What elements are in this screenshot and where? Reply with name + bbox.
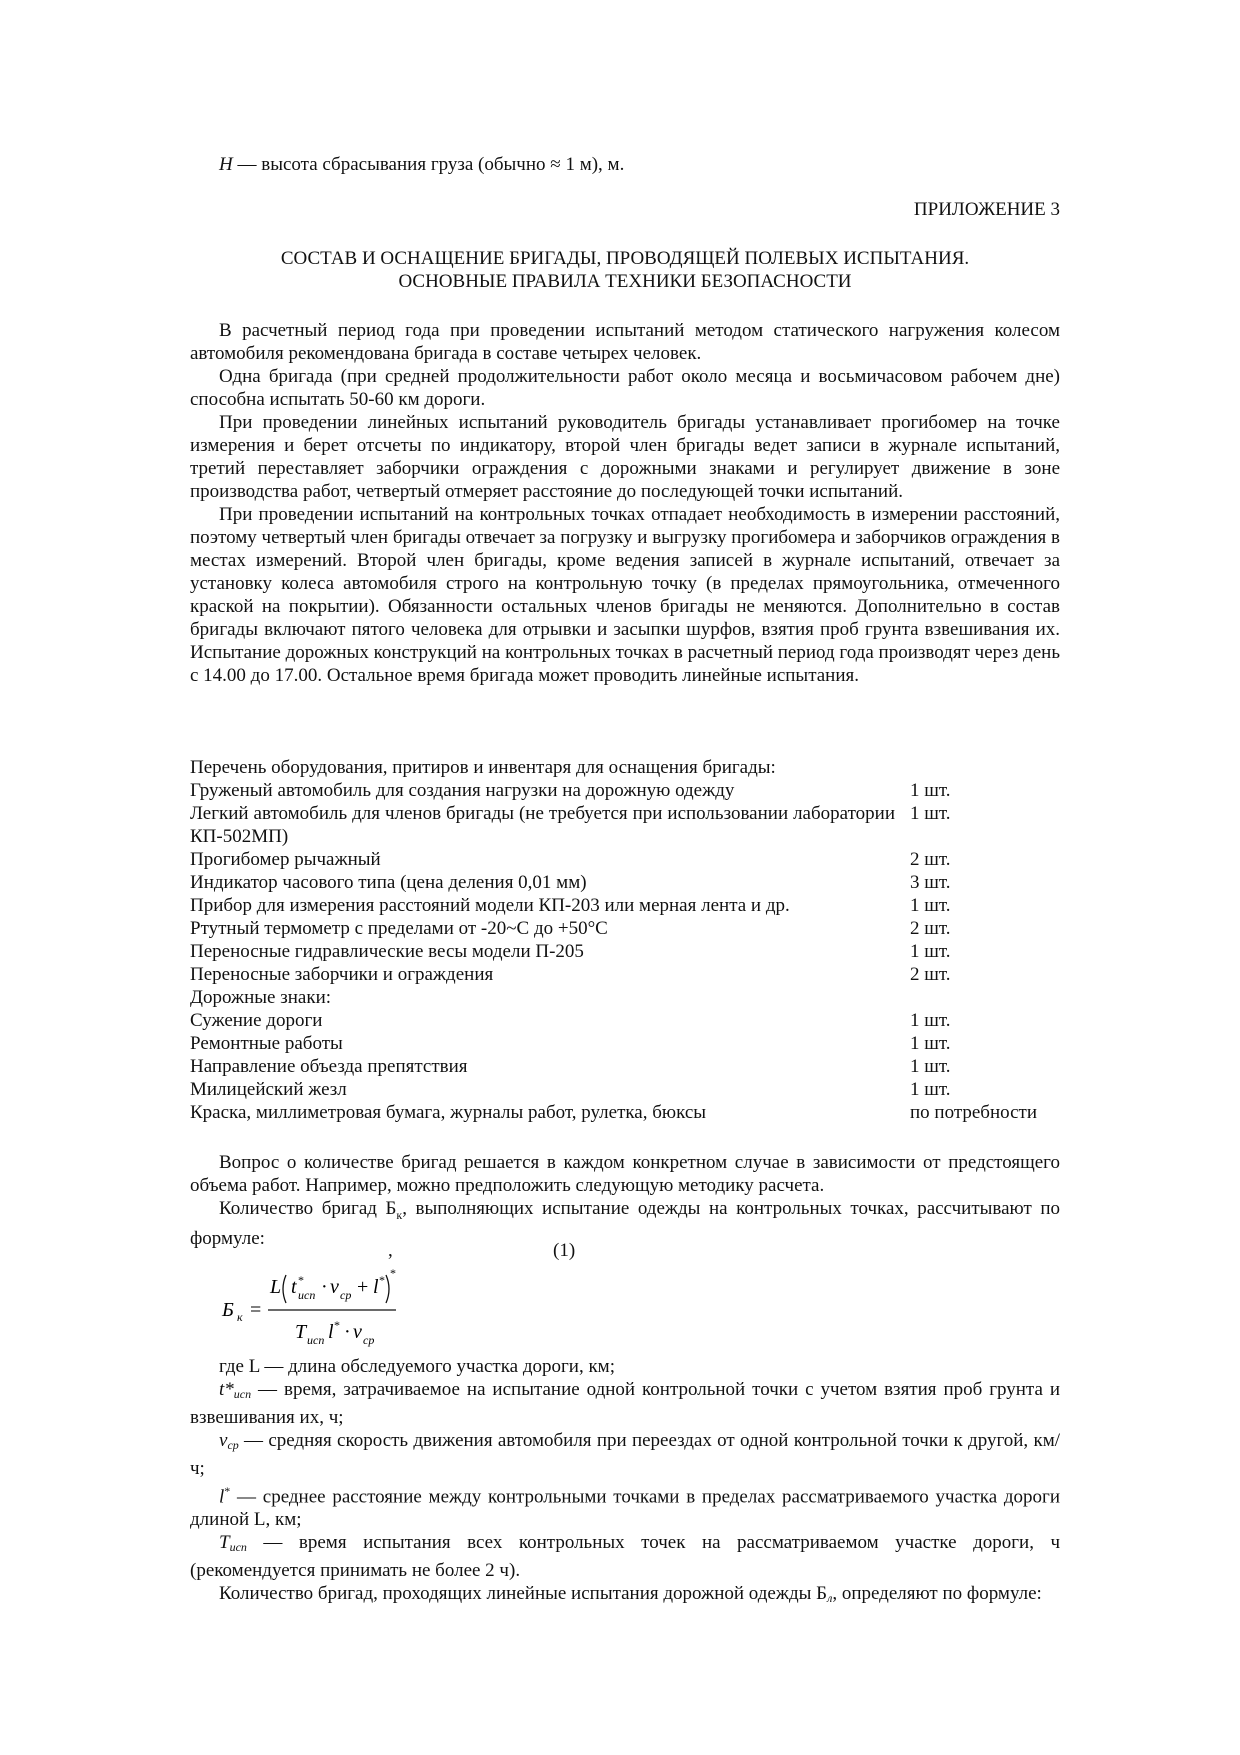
equipment-item-name: Легкий автомобиль для членов бригады (не требуется при использовании лаборатории КП-502МП) [190,803,895,847]
equipment-item-qty: 2 шт. [910,964,951,985]
definition-item [190,1355,1060,1378]
definition-symbol: l [219,1486,225,1508]
method-paragraph-2-text-a: Количество бригад Б [219,1198,397,1219]
formula-bk [220,1263,420,1353]
definition-symbol: t* [219,1379,234,1400]
section-title [190,247,1060,293]
definition-item [190,1378,1060,1429]
formula-den-dot: · [344,1321,351,1343]
equipment-item-qty: 3 шт. [910,872,951,893]
formula-comma: , [388,1240,393,1261]
equipment-item-qty: 1 шт. [910,1056,951,1077]
bl-subscript: л [827,1591,833,1606]
definition-subscript: ср [227,1438,239,1452]
definition-text: — средняя скорость движения автомобиля при переездах от одной контрольной точки к другой, км/ч; [190,1430,1060,1479]
last-paragraph [190,1582,1060,1610]
definition-superscript: * [224,1484,231,1498]
equipment-item-qty: 1 шт. [910,1010,951,1031]
equipment-item-name: Дорожные знаки: [190,987,332,1008]
equipment-row [190,1078,1070,1101]
method-paragraph-1: Вопрос о количестве бригад решается в каждом конкретном случае в зависимости от предстоящего объема работ. Например, можно предположить следующую методику расчета. [190,1152,1060,1196]
formula-lhs: Б [222,1299,234,1321]
equipment-item-name: Краска, миллиметровая бумага, журналы работ, рулетка, бюксы [190,1102,707,1123]
last-paragraph-text-a: Количество бригад, проходящих линейные испытания дорожной одежды Б [219,1583,828,1605]
equipment-item-qty: 1 шт. [910,780,951,801]
paragraph-3: При проведении линейных испытаний руководитель бригады устанавливает прогибомер на точке измерения и берет отсчеты по индикатору, второй член бригады ведет записи в журнале испытаний, третий переставляет заборчики ограждения с дорожными знаками и регулирует движение в зоне производства работ, четвертый отмеряет расстояние до последующей точки испытаний. [190,412,1060,502]
appendix-label: ПРИЛОЖЕНИЕ 3 [913,199,1060,220]
method-paragraph-2-text-b: , выполняющих испытание одежды на контрольных точках, рассчитывают по формуле: [190,1198,1060,1249]
intro-paragraphs [190,319,1060,687]
last-paragraph-text-b: , определяют по формуле: [832,1583,1042,1605]
formula-num-t: t [291,1276,297,1298]
paragraph-4: При проведении испытаний на контрольных точках отпадает необходимость в измерении расстояний, поэтому четвертый член бригады отвечает за погрузку и выгрузку прогибомера и заборчиков ограждения в местах измерений. Второй член бригады, кроме ведения записей в журнале испытаний, отвечает за установку колеса автомобиля строго на контрольную точку (в пределах прямоугольника, отмеченного краской на покрытии). Обязанности остальных членов бригады не меняются. Дополнительно в состав бригады включают пятого человека для отрывки и засыпки шурфов, взятия проб грунта взвешивания их. Испытание дорожных конструкций на контрольных точках в расчетный период года производят через день с 14.00 до 17.00. Остальное время бригада может проводить линейные испытания. [190,504,1060,686]
definition-item [190,1531,1060,1582]
equipment-item-qty [895,986,910,1009]
equipment-row [190,1009,1070,1032]
definitions [190,1355,1060,1610]
equipment-item-qty: по потребности [910,1102,1038,1123]
definition-text: где L — длина обследуемого участка дороги, км; [219,1356,615,1377]
definition-item [190,1429,1060,1480]
title-line-2: ОСНОВНЫЕ ПРАВИЛА ТЕХНИКИ БЕЗОПАСНОСТИ [398,271,852,292]
equipment-row [190,917,1070,940]
bk-subscript: к [396,1207,403,1222]
definition-item [190,1480,1060,1531]
equipment-item-qty: 1 шт. [910,895,951,916]
definition-subscript: исп [229,1540,247,1555]
method-paragraph-2 [190,1197,1060,1250]
equipment-list [190,756,1070,1124]
equipment-row [190,1032,1070,1055]
definition-symbol: v [219,1430,228,1451]
equipment-row [190,894,1070,917]
equipment-item-qty: 1 шт. [910,1079,951,1100]
formula-close-paren [386,1275,389,1303]
equipment-row [190,848,1070,871]
paragraph-2: Одна бригада (при средней продолжительности работ около месяца и восьмичасовом рабочем дне) способна испытать 50-60 км дороги. [190,366,1060,410]
equipment-rows [190,779,1070,1124]
formula-num-l-star: * [379,1273,385,1287]
formula-num-L: L [270,1276,282,1298]
equipment-item-name: Прибор для измерения расстояний модели КП-203 или мерная лента и др. [190,895,790,916]
equipment-item-qty: 1 шт. [910,941,951,962]
definition-text: — время испытания всех контрольных точек на рассматриваемом участке дороги, ч (рекомендуется принимать не более 2 ч). [190,1532,1060,1582]
formula-den-v: v [353,1321,362,1343]
equipment-row [190,986,1070,1009]
formula-den-l-star: * [334,1318,340,1332]
title-line-1: СОСТАВ И ОСНАЩЕНИЕ БРИГАДЫ, ПРОВОДЯЩЕЙ ПОЛЕВЫХ ИСПЫТАНИЯ. [280,248,970,269]
definition-text: — время, затрачиваемое на испытание одной контрольной точки с учетом взятия проб грунта и взвешивания их, ч; [190,1379,1060,1428]
equipment-item-qty: 1 шт. [910,1033,951,1054]
definition-text: — среднее расстояние между контрольными точками в пределах рассматриваемого участка дороги длиной L, км; [190,1486,1060,1531]
equipment-row [190,802,1070,848]
equipment-item-qty: 2 шт. [910,918,951,939]
h-definition-text: — высота сбрасывания груза (обычно ≈ 1 м), м. [232,154,625,175]
formula-num-v: v [330,1276,339,1298]
formula-den-v-sub: ср [363,1333,375,1347]
formula-num-dot: · [321,1276,328,1298]
equipment-item-qty: 2 шт. [910,849,951,870]
equipment-item-name: Милицейский жезл [190,1079,347,1100]
formula-number: (1) [553,1240,576,1261]
equipment-item-name: Переносные заборчики и ограждения [190,964,494,985]
equipment-row [190,963,1070,986]
equipment-item-name: Сужение дороги [190,1010,323,1031]
equipment-item-name: Ремонтные работы [190,1033,343,1054]
formula-num-t-sub: исп [298,1288,316,1302]
formula-num-outer-star: * [390,1266,396,1280]
equipment-row [190,940,1070,963]
formula-equals: = [250,1299,262,1321]
equipment-row [190,1101,1070,1124]
definition-subscript: исп [233,1387,252,1401]
h-symbol: H [219,154,233,175]
definitions-list [190,1355,1060,1582]
formula-den-T-sub: исп [307,1333,325,1347]
equipment-row [190,871,1070,894]
definition-symbol: T [219,1532,230,1554]
paragraph-1: В расчетный период года при проведении испытаний методом статического нагружения колесом автомобиля рекомендована бригада в составе четырех человек. [190,320,1060,364]
formula-den-l: l [328,1321,334,1343]
equipment-item-qty: 1 шт. [910,803,951,824]
equipment-row [190,779,1070,802]
equipment-item-name: Груженый автомобиль для создания нагрузки на дорожную одежду [190,780,735,801]
equipment-heading: Перечень оборудования, притиров и инвентаря для оснащения бригады: [190,757,776,778]
equipment-item-name: Индикатор часового типа (цена деления 0,01 мм) [190,872,587,893]
top-definition-line [190,153,1060,176]
equipment-item-name: Ртутный термометр с пределами от -20~С до +50°С [190,918,608,939]
formula-num-t-star: * [298,1273,304,1287]
formula-num-plus: + [357,1276,369,1298]
equipment-item-name: Переносные гидравлические весы модели П-205 [190,941,584,962]
equipment-row [190,1055,1070,1078]
equipment-item-name: Прогибомер рычажный [190,849,381,870]
formula-num-l: l [373,1276,379,1298]
equipment-item-name: Направление объезда препятствия [190,1056,468,1077]
formula-open-paren [283,1275,286,1303]
method-paragraphs [190,1151,1060,1250]
formula-num-v-sub: ср [340,1288,352,1302]
formula-lhs-sub: к [237,1310,243,1324]
formula-den-T: T [295,1321,307,1343]
